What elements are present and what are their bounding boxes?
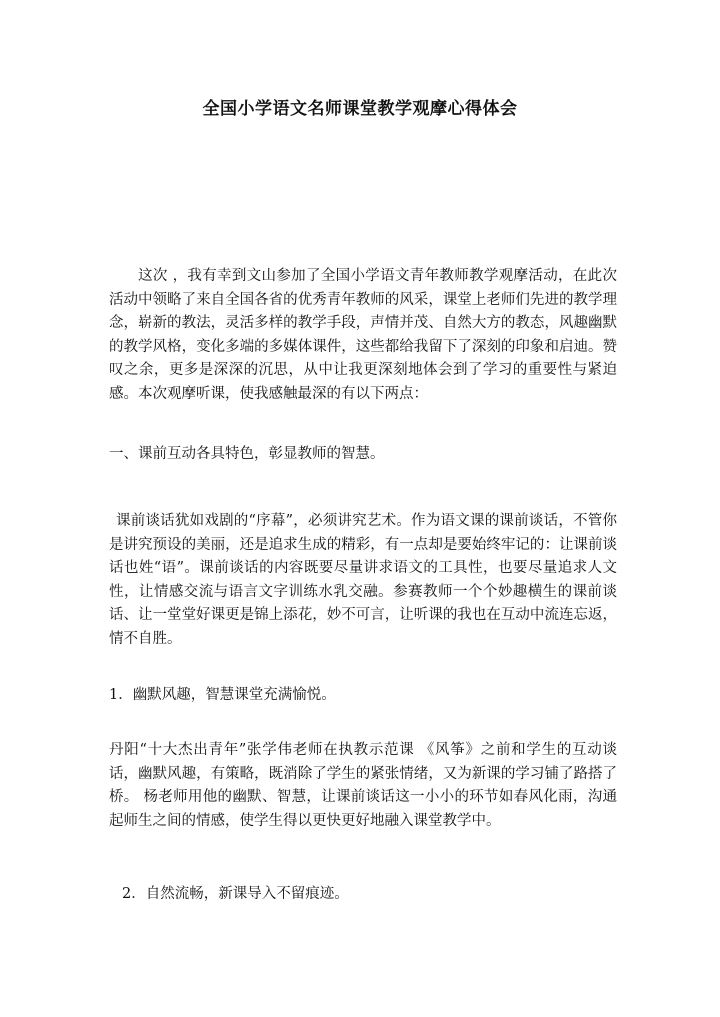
document-title: 全国小学语文名师课堂教学观摩心得体会 xyxy=(202,99,518,119)
section-paragraph-1: 课前谈话犹如戏剧的“序幕”，必须讲究艺术。作为语文课的课前谈话，不管你是讲究预设的美丽，还是追求生成的精彩，有一点却是要始终牢记的：让课前谈话也姓“语”。课前谈话的内容既要尽量讲求语文的工具性，也要尽量追求人文性，让情感交流与语言文字训练水乳交融。参赛教师一个个妙趣横生的课前谈话、让一堂堂好课更是锦上添花，妙不可言，让听课的我也在互动中流连忘返，情不自胜。 xyxy=(109,513,617,647)
subsection-heading-2: 2．自然流畅，新课导入不留痕迹。 xyxy=(122,886,349,902)
subsection-heading-1: 1．幽默风趣，智慧课堂充满愉悦。 xyxy=(109,687,336,703)
intro-paragraph: 这次 ，我有幸到文山参加了全国小学语文青年教师教学观摩活动，在此次活动中领略了来自全国各省的优秀青年教师的风采，课堂上老师们先进的教学理念，崭新的教法，灵活多样的教学手段，声情并茂、自然大方的教态，风趣幽默的教学风格，变化多端的多媒体课件，这些都给我留下了深刻的印象和启迪。赞叹之余，更多是深深的沉思，从中让我更深刻地体会到了学习的重要性与紧迫感。本次观摩听课，使我感触最深的有以下两点： xyxy=(109,268,617,402)
subsection-paragraph-1: 丹阳“十大杰出青年”张学伟老师在执教示范课 《风筝》之前和学生的互动谈话，幽默风趣，有策略，既消除了学生的紧张情绪，又为新课的学习铺了路搭了桥。 杨老师用他的幽默、智慧，让课前谈话这一小小的环节如春风化雨，沟通起师生之间的情感，使学生得以更快更好地融入课堂教学中。 xyxy=(109,742,617,829)
section-heading-1: 一、课前互动各具特色，彰显教师的智慧。 xyxy=(109,446,385,462)
